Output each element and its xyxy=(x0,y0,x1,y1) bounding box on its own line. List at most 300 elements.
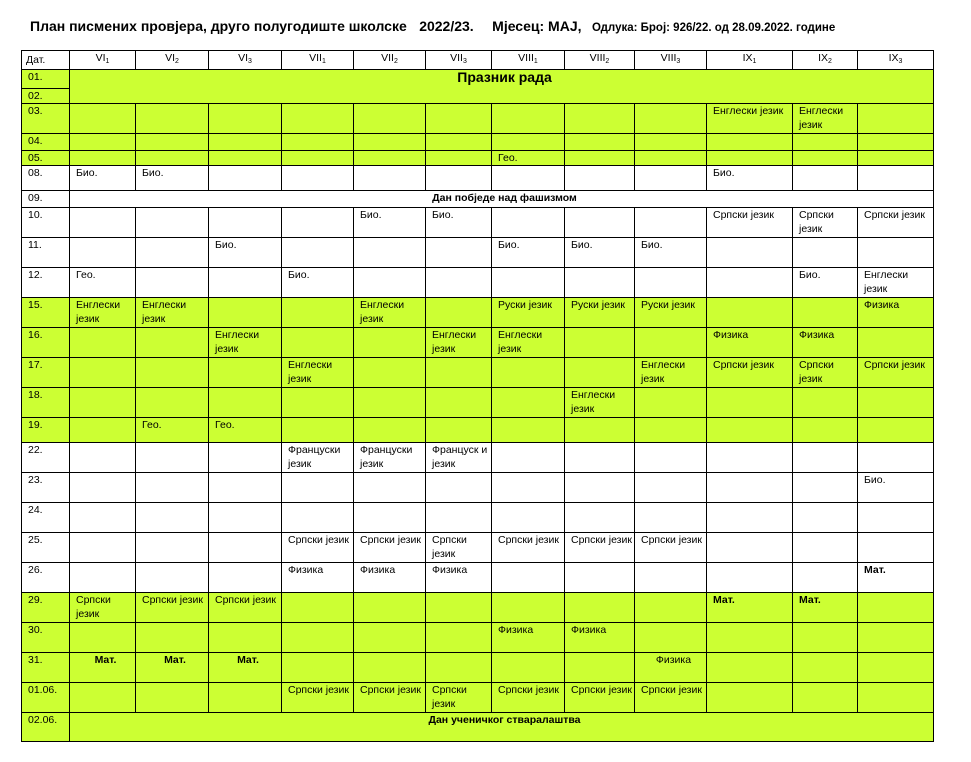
exam-cell xyxy=(635,473,707,503)
exam-cell xyxy=(354,104,426,134)
exam-cell: Био. xyxy=(426,208,492,238)
schedule-body xyxy=(22,70,934,742)
exam-cell xyxy=(354,593,426,623)
exam-cell xyxy=(565,358,635,388)
exam-cell: Српски језик xyxy=(565,533,635,563)
exam-cell xyxy=(565,134,635,151)
date-cell: 15. xyxy=(22,298,70,328)
exam-cell xyxy=(282,473,354,503)
exam-cell xyxy=(707,623,793,653)
table-row xyxy=(22,104,934,134)
exam-cell: Физика xyxy=(635,653,707,683)
exam-cell xyxy=(426,134,492,151)
date-cell: 05. xyxy=(22,151,70,166)
exam-cell xyxy=(136,208,209,238)
document-header xyxy=(30,18,835,36)
exam-cell xyxy=(136,443,209,473)
exam-cell xyxy=(282,166,354,191)
exam-cell xyxy=(136,388,209,418)
exam-cell xyxy=(492,593,565,623)
date-cell: 31. xyxy=(22,653,70,683)
exam-cell xyxy=(635,503,707,533)
exam-cell: Гео. xyxy=(136,418,209,443)
class-column-header xyxy=(492,51,565,70)
date-column-header: Дат. xyxy=(22,51,70,70)
exam-cell xyxy=(209,623,282,653)
holiday-student-creativity-day: Дан ученичког стваралаштва xyxy=(70,713,934,742)
exam-cell: Био. xyxy=(354,208,426,238)
exam-cell xyxy=(209,166,282,191)
exam-cell: Српски језик xyxy=(282,533,354,563)
exam-cell: Српски језик xyxy=(354,683,426,713)
class-index: 2 xyxy=(175,58,179,65)
exam-cell xyxy=(793,473,858,503)
exam-cell xyxy=(282,418,354,443)
exam-cell: Енглески језик xyxy=(707,104,793,134)
exam-cell: Гео. xyxy=(70,268,136,298)
exam-cell xyxy=(354,166,426,191)
exam-cell xyxy=(70,358,136,388)
exam-cell: Енглески језик xyxy=(136,298,209,328)
exam-cell: Енглески језик xyxy=(858,268,934,298)
exam-cell xyxy=(858,166,934,191)
class-index: 1 xyxy=(533,58,538,65)
exam-cell xyxy=(858,683,934,713)
class-name: IX xyxy=(888,52,899,64)
date-cell: 25. xyxy=(22,533,70,563)
exam-cell xyxy=(492,134,565,151)
exam-cell xyxy=(136,328,209,358)
exam-cell xyxy=(707,134,793,151)
class-name: VII xyxy=(309,52,322,64)
class-name: VIII xyxy=(589,52,606,64)
exam-cell xyxy=(209,563,282,593)
table-row xyxy=(22,151,934,166)
exam-cell xyxy=(565,418,635,443)
exam-cell xyxy=(354,418,426,443)
exam-cell xyxy=(793,418,858,443)
month-label: Мјесец: МАЈ, xyxy=(492,18,582,34)
exam-cell: Енглески језик xyxy=(209,328,282,358)
exam-cell xyxy=(858,328,934,358)
exam-cell xyxy=(707,473,793,503)
date-cell: 02. xyxy=(22,89,70,104)
exam-cell xyxy=(282,593,354,623)
exam-cell xyxy=(70,388,136,418)
exam-cell xyxy=(635,593,707,623)
class-name: VIII xyxy=(660,52,677,64)
exam-cell: Француски језик xyxy=(282,443,354,473)
exam-cell xyxy=(209,208,282,238)
class-index: 3 xyxy=(462,58,467,65)
exam-cell xyxy=(136,623,209,653)
exam-cell: Био. xyxy=(282,268,354,298)
class-column-header xyxy=(282,51,354,70)
exam-cell xyxy=(209,503,282,533)
exam-cell xyxy=(858,623,934,653)
class-name: VI xyxy=(95,52,106,64)
exam-cell xyxy=(209,683,282,713)
exam-cell xyxy=(793,166,858,191)
exam-cell xyxy=(707,388,793,418)
exam-cell xyxy=(426,166,492,191)
exam-cell xyxy=(492,503,565,533)
exam-cell xyxy=(793,683,858,713)
date-cell: 10. xyxy=(22,208,70,238)
exam-cell xyxy=(635,166,707,191)
exam-cell xyxy=(565,104,635,134)
exam-cell xyxy=(282,104,354,134)
exam-cell xyxy=(354,151,426,166)
exam-cell xyxy=(635,563,707,593)
exam-cell xyxy=(635,208,707,238)
exam-cell xyxy=(70,104,136,134)
exam-cell xyxy=(136,104,209,134)
exam-cell xyxy=(209,298,282,328)
table-row xyxy=(22,503,934,533)
table-row xyxy=(22,533,934,563)
class-column-header xyxy=(136,51,209,70)
exam-cell xyxy=(209,268,282,298)
date-cell: 19. xyxy=(22,418,70,443)
date-cell: 12. xyxy=(22,268,70,298)
exam-cell xyxy=(136,563,209,593)
exam-cell xyxy=(793,238,858,268)
table-row xyxy=(22,443,934,473)
exam-cell xyxy=(635,388,707,418)
class-column-header xyxy=(858,51,934,70)
exam-cell xyxy=(70,683,136,713)
header-row xyxy=(22,51,934,70)
exam-cell xyxy=(492,653,565,683)
exam-cell: Српски језик xyxy=(492,683,565,713)
class-index: 1 xyxy=(321,58,326,65)
table-row xyxy=(22,623,934,653)
table-row xyxy=(22,563,934,593)
exam-cell xyxy=(635,443,707,473)
table-row xyxy=(22,473,934,503)
exam-cell xyxy=(354,623,426,653)
class-index: 1 xyxy=(752,58,757,65)
exam-cell: Српски језик xyxy=(635,683,707,713)
exam-cell xyxy=(136,683,209,713)
exam-cell xyxy=(858,443,934,473)
exam-cell xyxy=(492,563,565,593)
table-row xyxy=(22,593,934,623)
exam-cell: Српски језик xyxy=(635,533,707,563)
exam-cell xyxy=(426,653,492,683)
exam-cell xyxy=(426,623,492,653)
date-cell: 30. xyxy=(22,623,70,653)
exam-cell xyxy=(282,388,354,418)
exam-cell xyxy=(282,134,354,151)
exam-cell xyxy=(858,653,934,683)
exam-cell: Српски језик xyxy=(793,208,858,238)
class-column-header xyxy=(635,51,707,70)
date-cell: 16. xyxy=(22,328,70,358)
date-cell: 09. xyxy=(22,191,70,208)
exam-cell: Енглески језик xyxy=(793,104,858,134)
exam-cell: Српски језик xyxy=(492,533,565,563)
table-row xyxy=(22,418,934,443)
decision-label: Одлука: Број: 926/22. од 28.09.2022. године xyxy=(591,22,836,34)
exam-cell xyxy=(136,268,209,298)
class-column-header xyxy=(707,51,793,70)
exam-cell: Српски језик xyxy=(565,683,635,713)
exam-cell xyxy=(70,443,136,473)
exam-cell xyxy=(793,134,858,151)
exam-cell xyxy=(209,388,282,418)
exam-cell xyxy=(492,268,565,298)
date-cell: 01. xyxy=(22,70,70,89)
exam-cell xyxy=(136,358,209,388)
class-index: 3 xyxy=(248,58,252,65)
exam-cell xyxy=(282,238,354,268)
exam-cell xyxy=(136,134,209,151)
exam-cell xyxy=(707,563,793,593)
exam-cell: Мат. xyxy=(707,593,793,623)
exam-cell: Био. xyxy=(858,473,934,503)
exam-cell xyxy=(492,104,565,134)
exam-cell xyxy=(426,238,492,268)
table-row xyxy=(22,208,934,238)
exam-cell xyxy=(707,151,793,166)
exam-cell xyxy=(426,358,492,388)
exam-cell: Енглески језик xyxy=(282,358,354,388)
exam-cell xyxy=(635,418,707,443)
exam-cell: Српски језик xyxy=(354,533,426,563)
exam-cell: Физика xyxy=(492,623,565,653)
exam-cell: Физика xyxy=(707,328,793,358)
exam-cell xyxy=(565,151,635,166)
exam-cell: Мат. xyxy=(793,593,858,623)
exam-cell: Руски језик xyxy=(492,298,565,328)
table-row xyxy=(22,238,934,268)
exam-cell xyxy=(209,443,282,473)
holiday-labour-day: Празник рада xyxy=(70,70,934,104)
table-row xyxy=(22,388,934,418)
exam-cell xyxy=(282,151,354,166)
exam-cell xyxy=(858,388,934,418)
exam-cell xyxy=(70,418,136,443)
exam-cell xyxy=(707,533,793,563)
exam-cell xyxy=(565,653,635,683)
exam-cell xyxy=(136,533,209,563)
class-column-header xyxy=(426,51,492,70)
date-cell: 29. xyxy=(22,593,70,623)
exam-cell: Гео. xyxy=(492,151,565,166)
exam-cell xyxy=(70,533,136,563)
exam-cell: Мат. xyxy=(209,653,282,683)
class-name: IX xyxy=(742,52,753,64)
exam-cell xyxy=(354,238,426,268)
exam-cell xyxy=(136,503,209,533)
table-row xyxy=(22,134,934,151)
exam-cell xyxy=(492,473,565,503)
exam-cell xyxy=(492,358,565,388)
exam-cell xyxy=(635,328,707,358)
exam-cell: Био. xyxy=(209,238,282,268)
exam-cell: Енглески језик xyxy=(635,358,707,388)
exam-cell: Физика xyxy=(793,328,858,358)
date-cell: 24. xyxy=(22,503,70,533)
exam-cell: Био. xyxy=(136,166,209,191)
date-cell: 04. xyxy=(22,134,70,151)
exam-cell xyxy=(426,268,492,298)
date-cell: 11. xyxy=(22,238,70,268)
exam-cell xyxy=(354,134,426,151)
exam-cell xyxy=(70,473,136,503)
plan-title: План писмених провјера, друго полугодиште школске xyxy=(30,18,407,34)
exam-cell xyxy=(426,473,492,503)
exam-cell xyxy=(492,418,565,443)
exam-cell xyxy=(565,563,635,593)
exam-cell: Физика xyxy=(282,563,354,593)
exam-cell xyxy=(136,238,209,268)
table-row xyxy=(22,683,934,713)
exam-cell: Српски језик xyxy=(858,208,934,238)
exam-cell: Српски језик xyxy=(793,358,858,388)
exam-cell xyxy=(70,328,136,358)
exam-cell xyxy=(793,151,858,166)
exam-cell: Руски језик xyxy=(635,298,707,328)
exam-cell xyxy=(70,623,136,653)
class-index: 2 xyxy=(605,58,610,65)
exam-cell xyxy=(70,563,136,593)
exam-cell: Мат. xyxy=(70,653,136,683)
exam-cell xyxy=(565,473,635,503)
exam-cell xyxy=(793,623,858,653)
class-index: 3 xyxy=(898,58,903,65)
exam-cell xyxy=(858,503,934,533)
exam-cell: Српски језик xyxy=(426,683,492,713)
exam-cell xyxy=(635,268,707,298)
holiday-victory-day: Дан побједе над фашизмом xyxy=(70,191,934,208)
exam-cell: Физика xyxy=(426,563,492,593)
class-index: 2 xyxy=(393,58,398,65)
exam-cell: Био. xyxy=(70,166,136,191)
exam-cell xyxy=(707,268,793,298)
exam-cell xyxy=(635,134,707,151)
exam-cell xyxy=(492,208,565,238)
exam-cell: Физика xyxy=(565,623,635,653)
table-row xyxy=(22,166,934,191)
exam-cell xyxy=(426,104,492,134)
exam-cell xyxy=(565,208,635,238)
exam-cell xyxy=(858,593,934,623)
exam-cell: Српски језик xyxy=(282,683,354,713)
exam-cell xyxy=(858,238,934,268)
exam-cell xyxy=(354,328,426,358)
exam-cell xyxy=(565,503,635,533)
exam-cell xyxy=(209,151,282,166)
exam-cell xyxy=(707,653,793,683)
exam-cell xyxy=(707,298,793,328)
exam-cell xyxy=(707,238,793,268)
exam-cell xyxy=(426,593,492,623)
exam-cell: Српски језик xyxy=(70,593,136,623)
exam-cell xyxy=(70,208,136,238)
date-cell: 02.06. xyxy=(22,713,70,742)
exam-cell: Био. xyxy=(492,238,565,268)
class-column-header xyxy=(209,51,282,70)
exam-cell xyxy=(565,328,635,358)
class-name: IX xyxy=(818,52,828,64)
exam-cell xyxy=(426,151,492,166)
exam-cell: Српски језик xyxy=(707,208,793,238)
exam-cell xyxy=(282,623,354,653)
exam-cell xyxy=(70,151,136,166)
date-cell: 22. xyxy=(22,443,70,473)
exam-cell xyxy=(793,563,858,593)
exam-cell: Српски језик xyxy=(707,358,793,388)
exam-cell xyxy=(492,166,565,191)
exam-cell: Француски језик xyxy=(354,443,426,473)
exam-cell: Био. xyxy=(565,238,635,268)
table-row xyxy=(22,713,934,742)
date-cell: 26. xyxy=(22,563,70,593)
date-cell: 08. xyxy=(22,166,70,191)
class-column-header xyxy=(793,51,858,70)
class-name: VI xyxy=(165,52,175,64)
exam-cell xyxy=(209,473,282,503)
date-cell: 17. xyxy=(22,358,70,388)
class-name: VII xyxy=(381,52,394,64)
exam-cell xyxy=(209,358,282,388)
class-index: 2 xyxy=(828,58,832,65)
exam-cell: Енглески језик xyxy=(70,298,136,328)
exam-cell: Био. xyxy=(635,238,707,268)
exam-cell: Био. xyxy=(793,268,858,298)
exam-cell xyxy=(282,653,354,683)
exam-cell: Српски језик xyxy=(209,593,282,623)
exam-cell xyxy=(136,151,209,166)
exam-cell xyxy=(426,418,492,443)
exam-cell xyxy=(707,418,793,443)
table-row xyxy=(22,328,934,358)
exam-cell xyxy=(70,238,136,268)
class-name: VIII xyxy=(518,52,534,64)
exam-cell xyxy=(565,268,635,298)
exam-cell: Физика xyxy=(354,563,426,593)
exam-cell xyxy=(858,104,934,134)
exam-cell xyxy=(793,388,858,418)
exam-cell xyxy=(565,166,635,191)
exam-cell xyxy=(426,388,492,418)
exam-cell xyxy=(793,503,858,533)
exam-cell: Енглески језик xyxy=(426,328,492,358)
exam-cell xyxy=(492,388,565,418)
exam-cell xyxy=(858,418,934,443)
exam-cell: Физика xyxy=(858,298,934,328)
exam-cell xyxy=(793,533,858,563)
table-row xyxy=(22,268,934,298)
class-index: 1 xyxy=(105,58,110,65)
exam-cell: Енглески језик xyxy=(354,298,426,328)
exam-cell: Енглески језик xyxy=(492,328,565,358)
exam-cell xyxy=(565,593,635,623)
exam-cell xyxy=(282,208,354,238)
class-column-header xyxy=(70,51,136,70)
exam-cell xyxy=(858,151,934,166)
class-column-header xyxy=(565,51,635,70)
exam-cell xyxy=(136,473,209,503)
exam-cell xyxy=(209,134,282,151)
exam-cell xyxy=(354,358,426,388)
exam-cell xyxy=(858,134,934,151)
exam-cell: Био. xyxy=(707,166,793,191)
exam-cell: Енглески језик xyxy=(565,388,635,418)
